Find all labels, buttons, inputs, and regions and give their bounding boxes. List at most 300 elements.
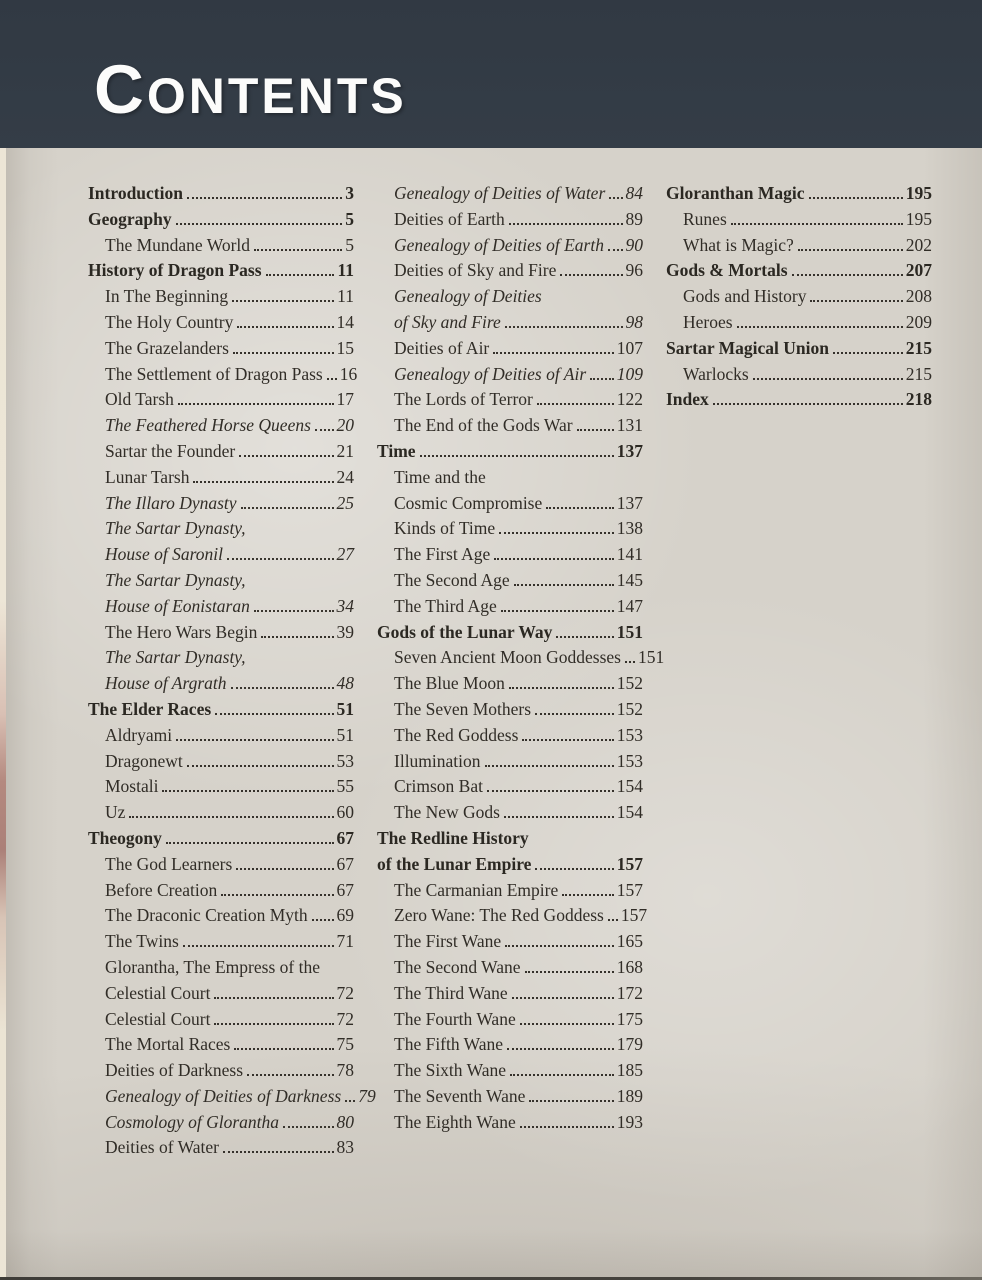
toc-column	[666, 181, 932, 413]
dot-leader	[178, 403, 334, 405]
toc-entry-row	[377, 439, 643, 465]
toc-entry-label: Gods & Mortals	[666, 260, 788, 281]
dot-leader	[510, 1074, 614, 1076]
toc-entry-label: Deities of Water	[105, 1137, 219, 1158]
dot-leader	[247, 1074, 333, 1076]
toc-entry-page: 131	[616, 415, 643, 436]
toc-entry-label: The First Wane	[394, 931, 502, 952]
toc-entry-label: In The Beginning	[105, 286, 229, 307]
toc-entry-row	[394, 568, 643, 594]
toc-entry	[377, 749, 643, 775]
dot-leader	[493, 352, 613, 354]
toc-entry-page: 141	[616, 544, 643, 565]
toc-column	[377, 181, 665, 1135]
toc-entry	[88, 645, 354, 697]
toc-entry	[666, 387, 932, 413]
dot-leader	[514, 584, 614, 586]
toc-entry-label: Genealogy of Deities of Water	[394, 183, 606, 203]
toc-entry-label: The Second Wane	[394, 956, 521, 977]
toc-entry-row	[377, 852, 643, 878]
toc-entry-row	[105, 749, 354, 775]
toc-entry-page: 27	[336, 544, 354, 565]
toc-entry	[88, 310, 354, 336]
toc-entry-row	[394, 1058, 643, 1084]
toc-entry-label: Celestial Court	[105, 1008, 211, 1029]
toc-entry-row	[105, 620, 354, 646]
toc-entry-row	[105, 362, 358, 388]
toc-entry-page: 15	[336, 337, 354, 358]
toc-entry-page: 185	[616, 1060, 643, 1081]
toc-entry-row	[666, 336, 932, 362]
toc-entry-row	[105, 903, 354, 929]
dot-leader	[560, 274, 622, 276]
toc-entry-row	[394, 645, 665, 671]
toc-entry-row	[666, 387, 932, 413]
dot-leader	[221, 894, 333, 896]
dot-leader	[753, 378, 903, 380]
dot-leader	[562, 894, 614, 896]
toc-entry-label: The Second Age	[394, 569, 510, 590]
dot-leader	[487, 790, 614, 792]
toc-entry-row	[394, 491, 643, 517]
toc-entry-row	[394, 981, 643, 1007]
toc-entry-row	[394, 1084, 643, 1110]
toc-entry	[88, 362, 358, 388]
toc-entry-label: Gods of the Lunar Way	[377, 621, 553, 642]
toc-entry-label: The Sixth Wane	[394, 1060, 506, 1081]
toc-entry-page: 154	[616, 802, 643, 823]
toc-entry-row	[88, 181, 354, 207]
dot-leader	[283, 1126, 333, 1128]
toc-entry-page: 109	[616, 363, 643, 384]
toc-entry-page: 137	[616, 440, 643, 461]
toc-entry	[88, 181, 354, 207]
toc-entry-page: 48	[336, 673, 354, 694]
dot-leader	[227, 558, 334, 560]
toc-entry-page: 202	[905, 234, 932, 255]
toc-entry-line: Time and the	[394, 466, 486, 487]
dot-leader	[608, 919, 618, 921]
toc-entry-label: Lunar Tarsh	[105, 466, 190, 487]
dot-leader	[214, 997, 333, 999]
toc-column	[88, 181, 376, 1161]
toc-entry-label: Time	[377, 440, 416, 461]
toc-entry-page: 55	[336, 776, 354, 797]
dot-leader	[833, 352, 903, 354]
toc-entry-label: What is Magic?	[683, 234, 794, 255]
toc-entry-page: 80	[336, 1111, 354, 1132]
toc-entry	[88, 1007, 354, 1033]
toc-entry	[88, 852, 354, 878]
dot-leader	[176, 739, 333, 741]
dot-leader	[501, 610, 614, 612]
toc-entry-page: 153	[616, 750, 643, 771]
toc-entry-label: Introduction	[88, 183, 183, 203]
toc-entry-page: 215	[905, 337, 932, 358]
dot-leader	[183, 945, 334, 947]
toc-entry	[88, 258, 354, 284]
dot-leader	[345, 1100, 355, 1102]
dot-leader	[237, 326, 333, 328]
toc-entry	[377, 620, 643, 646]
dot-leader	[577, 429, 614, 431]
dot-leader	[176, 223, 343, 225]
toc-entry	[88, 1058, 354, 1084]
toc-entry-page: 5	[345, 208, 354, 229]
toc-entry-row	[105, 1032, 354, 1058]
dot-leader	[509, 223, 623, 225]
toc-entry	[666, 207, 932, 233]
dot-leader	[608, 249, 623, 251]
dot-leader	[713, 403, 903, 405]
toc-entry	[88, 568, 354, 620]
toc-entry-label: The New Gods	[394, 802, 500, 823]
toc-entry-page: 67	[336, 879, 354, 900]
toc-entry-row	[666, 258, 932, 284]
dot-leader	[187, 765, 334, 767]
toc-entry-label: The First Age	[394, 544, 491, 565]
toc-entry-row	[394, 207, 643, 233]
toc-entry	[377, 594, 643, 620]
toc-entry-line: The Sartar Dynasty,	[105, 569, 246, 590]
toc-entry-row	[105, 1007, 354, 1033]
toc-entry	[377, 439, 643, 465]
toc-entry	[377, 878, 643, 904]
toc-entry-line: Genealogy of Deities	[394, 286, 542, 307]
toc-entry-row	[105, 878, 354, 904]
toc-entry-label: Sartar the Founder	[105, 440, 236, 461]
toc-entry	[666, 310, 932, 336]
dot-leader	[193, 481, 333, 483]
dot-leader	[129, 816, 333, 818]
toc-entry	[377, 774, 643, 800]
toc-entry-label: House of Saronil	[105, 544, 223, 565]
dot-leader	[625, 661, 635, 663]
dot-leader	[499, 532, 614, 534]
toc-entry-row	[105, 723, 354, 749]
toc-entry-page: 25	[336, 492, 354, 513]
toc-entry	[88, 1084, 376, 1110]
toc-entry	[88, 336, 354, 362]
toc-entry	[377, 258, 643, 284]
toc-entry-row	[105, 310, 354, 336]
dot-leader	[420, 455, 614, 457]
toc-entry-row	[105, 491, 354, 517]
toc-entry	[377, 362, 643, 388]
toc-entry-label: The Twins	[105, 931, 179, 952]
toc-entry-label: The Eighth Wane	[394, 1111, 516, 1132]
toc-entry-page: 3	[345, 183, 354, 203]
toc-entry	[377, 542, 643, 568]
toc-entry-label: The Carmanian Empire	[394, 879, 559, 900]
dot-leader	[162, 790, 333, 792]
toc-entry	[88, 929, 354, 955]
toc-entry-page: 147	[616, 595, 643, 616]
dot-leader	[504, 816, 614, 818]
toc-entry-row	[394, 671, 643, 697]
toc-entry	[88, 387, 354, 413]
toc-entry-label: Index	[666, 389, 709, 410]
toc-entry	[377, 1058, 643, 1084]
toc-entry-label: The Third Wane	[394, 982, 508, 1003]
toc-entry-page: 208	[905, 286, 932, 307]
toc-entry-label: Genealogy of Deities of Earth	[394, 234, 604, 255]
toc-entry-row	[105, 852, 354, 878]
dot-leader	[187, 197, 342, 199]
toc-entry	[666, 258, 932, 284]
dot-leader	[520, 1126, 614, 1128]
dot-leader	[215, 713, 333, 715]
toc-entry	[377, 336, 643, 362]
toc-entry	[377, 233, 643, 259]
toc-entry-row	[105, 981, 354, 1007]
toc-entry-label: Deities of Sky and Fire	[394, 260, 557, 281]
toc-entry-page: 79	[358, 1085, 376, 1106]
toc-entry-page: 53	[336, 750, 354, 771]
toc-entry-row	[394, 697, 643, 723]
toc-entry-row	[105, 1110, 354, 1136]
toc-entry	[88, 233, 354, 259]
dot-leader	[507, 1048, 614, 1050]
toc-entry-label: Genealogy of Deities of Darkness	[105, 1085, 342, 1106]
toc-entry-page: 138	[616, 518, 643, 539]
toc-entry	[377, 1110, 643, 1136]
toc-entry-label: Deities of Air	[394, 337, 490, 358]
dot-leader	[223, 1151, 334, 1153]
toc-entry-label: of the Lunar Empire	[377, 853, 532, 874]
toc-entry-page: 179	[616, 1034, 643, 1055]
toc-entry-row	[394, 542, 643, 568]
toc-entry	[88, 465, 354, 491]
dot-leader	[525, 971, 614, 973]
toc-entry	[88, 723, 354, 749]
toc-entry-page: 69	[336, 905, 354, 926]
toc-entry-row	[88, 826, 354, 852]
toc-entry-page: 20	[336, 415, 354, 436]
toc-entry-row	[394, 233, 643, 259]
toc-entry	[88, 826, 354, 852]
toc-entry-label: The Lords of Terror	[394, 389, 533, 410]
toc-entry-row	[394, 516, 643, 542]
toc-entry-row	[105, 439, 354, 465]
toc-entry-page: 96	[625, 260, 643, 281]
toc-entry-label: The Third Age	[394, 595, 497, 616]
toc-entry-label: House of Argrath	[105, 673, 227, 694]
toc-entry-row	[394, 800, 643, 826]
toc-entry-row	[394, 929, 643, 955]
toc-entry-page: 215	[905, 363, 932, 384]
toc-entry-label: The Red Goddess	[394, 724, 519, 745]
toc-entry-page: 60	[336, 802, 354, 823]
toc-entry-row	[88, 207, 354, 233]
toc-entry-page: 78	[336, 1060, 354, 1081]
toc-entry-page: 195	[905, 208, 932, 229]
toc-entry-row	[394, 1110, 643, 1136]
toc-entry	[666, 336, 932, 362]
dot-leader	[737, 326, 903, 328]
toc-entry-line: The Sartar Dynasty,	[105, 647, 246, 668]
toc-entry-label: Gods and History	[683, 286, 807, 307]
toc-entry-row	[105, 1135, 354, 1161]
toc-entry	[666, 181, 932, 207]
toc-entry	[377, 903, 648, 929]
toc-entry	[377, 284, 643, 336]
toc-entry	[88, 697, 354, 723]
toc-entry-label: The Seventh Wane	[394, 1085, 526, 1106]
toc-entry	[88, 903, 354, 929]
toc-entry-label: History of Dragon Pass	[88, 260, 262, 281]
toc-entry-page: 157	[616, 879, 643, 900]
toc-entry	[666, 362, 932, 388]
toc-entry-row	[88, 697, 354, 723]
toc-entry	[377, 723, 643, 749]
toc-entry-label: Genealogy of Deities of Air	[394, 363, 587, 384]
toc-entry-page: 11	[337, 260, 354, 281]
toc-entry-label: Heroes	[683, 311, 733, 332]
dot-leader	[233, 352, 334, 354]
dot-leader	[254, 610, 334, 612]
toc-entry-label: The Feathered Horse Queens	[105, 415, 311, 436]
toc-entry-label: The Hero Wars Begin	[105, 621, 258, 642]
toc-entry-label: Crimson Bat	[394, 776, 483, 797]
toc-entry	[88, 284, 354, 310]
toc-entry-row	[105, 671, 354, 697]
toc-entry-label: Uz	[105, 802, 126, 823]
toc-entry-page: 67	[336, 827, 354, 848]
toc-entry-page: 17	[336, 389, 354, 410]
dot-leader	[535, 713, 614, 715]
toc-entry-line: The Sartar Dynasty,	[105, 518, 246, 539]
toc-entry-row	[105, 542, 354, 568]
toc-entry-page: 24	[336, 466, 354, 487]
toc-entry	[88, 413, 354, 439]
toc-entry-row	[394, 1007, 643, 1033]
toc-entry	[377, 697, 643, 723]
dot-leader	[241, 507, 334, 509]
dot-leader	[254, 249, 342, 251]
toc-entry-label: The Holy Country	[105, 311, 234, 332]
toc-entry-page: 207	[905, 260, 932, 281]
toc-entry-page: 89	[625, 208, 643, 229]
toc-entry-row	[105, 387, 354, 413]
toc-entry	[666, 233, 932, 259]
toc-entry	[377, 671, 643, 697]
toc-entry-label: The Seven Mothers	[394, 698, 532, 719]
toc-entry	[88, 800, 354, 826]
toc-entry-page: 107	[616, 337, 643, 358]
dot-leader	[266, 274, 335, 276]
toc-entry	[377, 826, 643, 878]
toc-entry-label: Old Tarsh	[105, 389, 174, 410]
toc-entry-label: Cosmic Compromise	[394, 492, 543, 513]
toc-entry-page: 193	[616, 1111, 643, 1132]
toc-entry-row	[683, 310, 932, 336]
toc-entry-label: The Fourth Wane	[394, 1008, 516, 1029]
toc-entry	[88, 749, 354, 775]
toc-entry-label: Kinds of Time	[394, 518, 496, 539]
toc-entry-row	[105, 929, 354, 955]
toc-entry-page: 72	[336, 982, 354, 1003]
toc-entry-label: Theogony	[88, 827, 162, 848]
toc-entry-page: 71	[336, 931, 354, 952]
dot-leader	[535, 868, 613, 870]
toc-entry-page: 98	[625, 311, 643, 332]
dot-leader	[505, 945, 614, 947]
toc-entry-page: 72	[336, 1008, 354, 1029]
toc-entry-page: 165	[616, 931, 643, 952]
dot-leader	[520, 1023, 614, 1025]
toc-entry-label: The Blue Moon	[394, 673, 505, 694]
toc-entry-row	[394, 903, 648, 929]
toc-entry-row	[88, 258, 354, 284]
dot-leader	[494, 558, 614, 560]
toc-entry-page: 75	[336, 1034, 354, 1055]
toc-entry	[377, 955, 643, 981]
toc-entry	[377, 413, 643, 439]
toc-entry-label: Zero Wane: The Red Goddess	[394, 905, 604, 926]
header-band	[0, 0, 982, 148]
toc-entry-row	[105, 233, 354, 259]
toc-entry-page: 83	[336, 1137, 354, 1158]
toc-entry-page: 122	[616, 389, 643, 410]
toc-entry-row	[394, 336, 643, 362]
toc-entry-page: 152	[616, 698, 643, 719]
toc-entry-page: 195	[905, 183, 932, 203]
toc-entry-line: Glorantha, The Empress of the	[105, 956, 320, 977]
dot-leader	[505, 326, 623, 328]
toc-entry-page: 154	[616, 776, 643, 797]
dot-leader	[529, 1100, 613, 1102]
toc-entry-label: Aldryami	[105, 724, 173, 745]
dot-leader	[798, 249, 903, 251]
toc-entry-page: 51	[336, 724, 354, 745]
toc-entry-page: 16	[339, 363, 358, 384]
toc-entry-label: The Mortal Races	[105, 1034, 231, 1055]
dot-leader	[239, 455, 333, 457]
toc-entry-page: 34	[336, 595, 354, 616]
toc-entry-label: Deities of Earth	[394, 208, 505, 229]
toc-entry-label: The Settlement of Dragon Pass	[105, 363, 323, 384]
toc-entry-row	[394, 310, 643, 336]
toc-entry-label: Deities of Darkness	[105, 1060, 244, 1081]
toc-entry-row	[683, 284, 932, 310]
toc-entry-row	[683, 207, 932, 233]
toc-entry	[666, 284, 932, 310]
toc-entry	[88, 878, 354, 904]
toc-entry-label: Sartar Magical Union	[666, 337, 830, 358]
toc-entry	[88, 955, 354, 1007]
dot-leader	[214, 1023, 333, 1025]
toc-entry	[377, 465, 643, 517]
toc-entry-row	[394, 413, 643, 439]
toc-entry	[88, 1110, 354, 1136]
toc-entry	[88, 774, 354, 800]
toc-entry-page: 151	[616, 621, 643, 642]
toc-entry-row	[394, 594, 643, 620]
toc-entry-row	[377, 620, 643, 646]
toc-entry-label: House of Eonistaran	[105, 595, 250, 616]
toc-entry-row	[683, 233, 932, 259]
toc-entry-label: Warlocks	[683, 363, 749, 384]
toc-entry-row	[666, 181, 932, 207]
toc-entry-page: 151	[638, 647, 665, 668]
toc-entry-label: The Illaro Dynasty	[105, 492, 237, 513]
toc-entry	[377, 1084, 643, 1110]
toc-entry-row	[105, 465, 354, 491]
toc-entry	[88, 491, 354, 517]
toc-entry-page: 209	[905, 311, 932, 332]
toc-entry-label: Runes	[683, 208, 727, 229]
